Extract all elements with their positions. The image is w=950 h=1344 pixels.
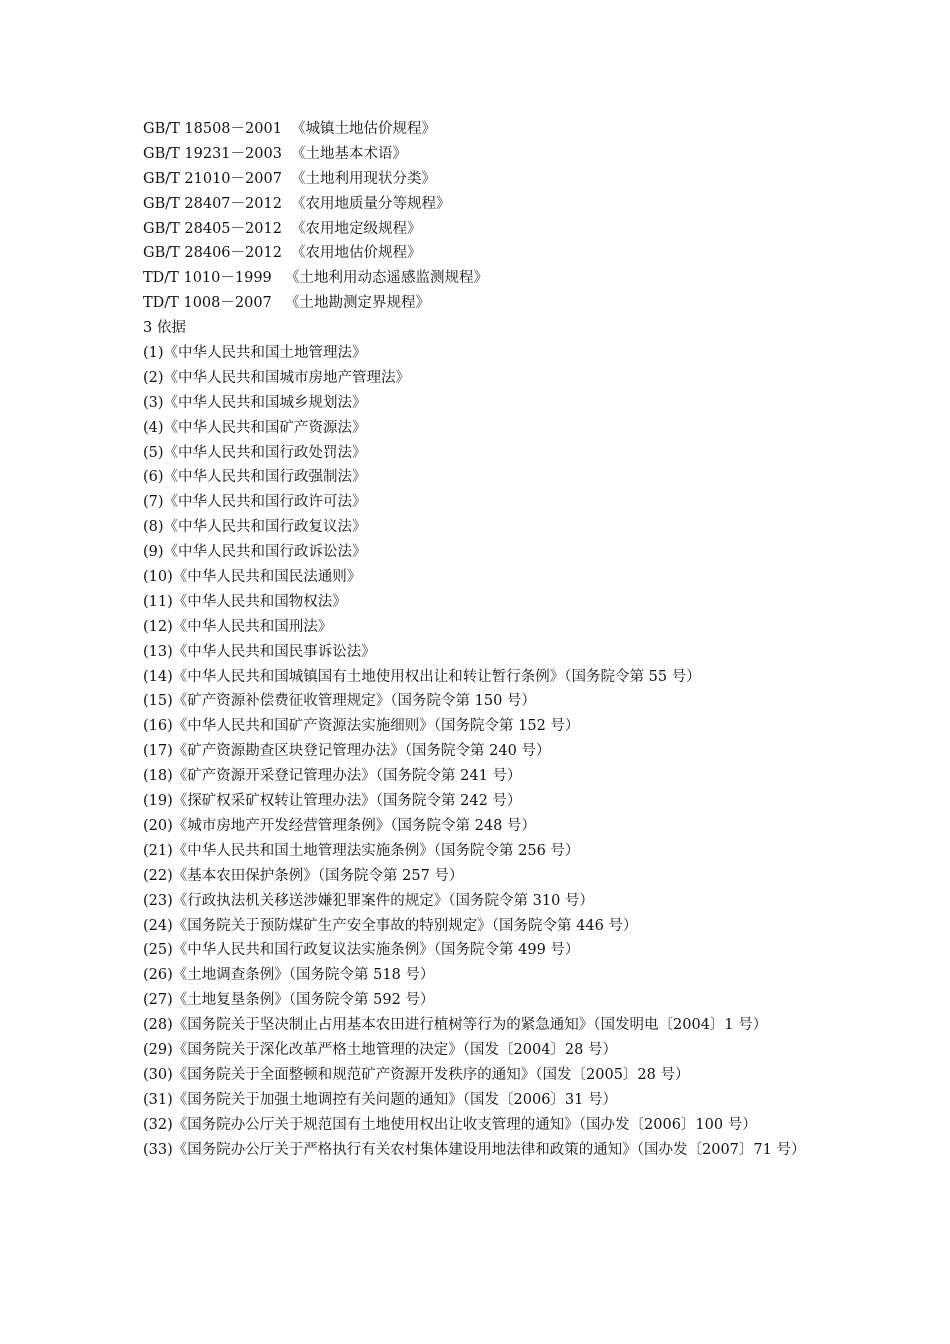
basis-item: (26)《土地调查条例》（国务院令第 518 号） xyxy=(143,967,435,984)
basis-item: (32)《国务院办公厅关于规范国有土地使用权出让收支管理的通知》（国办发〔2006〕100 号） xyxy=(143,1116,757,1133)
basis-item: (6)《中华人民共和国行政强制法》 xyxy=(143,469,367,486)
basis-item: (24)《国务院关于预防煤矿生产安全事故的特别规定》（国务院令第 446 号） xyxy=(143,917,638,934)
standard-title: 《土地基本术语》 xyxy=(291,145,407,162)
basis-item: (20)《城市房地产开发经营管理条例》（国务院令第 248 号） xyxy=(143,817,536,834)
standard-item xyxy=(143,217,813,242)
basis-item: (11)《中华人民共和国物权法》 xyxy=(143,593,347,610)
basis-item: (14)《中华人民共和国城镇国有土地使用权出让和转让暂行条例》（国务院令第 55 号） xyxy=(143,668,701,685)
basis-item: (27)《土地复垦条例》（国务院令第 592 号） xyxy=(143,992,435,1009)
standard-code: GB/T 28407－2012 xyxy=(143,195,282,212)
basis-item: (31)《国务院关于加强土地调控有关问题的通知》（国发〔2006〕31 号） xyxy=(143,1091,617,1108)
basis-item: (19)《探矿权采矿权转让管理办法》（国务院令第 242 号） xyxy=(143,793,522,810)
basis-item: (33)《国务院办公厅关于严格执行有关农村集体建设用地法律和政策的通知》（国办发〔2007〕71 号） xyxy=(143,1141,806,1158)
basis-item: (29)《国务院关于深化改革严格土地管理的决定》（国发〔2004〕28 号） xyxy=(143,1041,617,1058)
basis-item: (8)《中华人民共和国行政复议法》 xyxy=(143,519,367,536)
basis-item: (4)《中华人民共和国矿产资源法》 xyxy=(143,419,367,436)
basis-item: (15)《矿产资源补偿费征收管理规定》（国务院令第 150 号） xyxy=(143,693,536,710)
standard-title: 《农用地定级规程》 xyxy=(291,220,422,237)
basis-item: (5)《中华人民共和国行政处罚法》 xyxy=(143,444,367,461)
standard-item xyxy=(143,192,813,217)
basis-item: (9)《中华人民共和国行政诉讼法》 xyxy=(143,544,367,561)
basis-item: (10)《中华人民共和国民法通则》 xyxy=(143,569,362,586)
standard-code: GB/T 19231－2003 xyxy=(143,145,282,162)
standard-code: GB/T 28406－2012 xyxy=(143,245,282,262)
basis-item: (16)《中华人民共和国矿产资源法实施细则》（国务院令第 152 号） xyxy=(143,718,580,735)
basis-item: (2)《中华人民共和国城市房地产管理法》 xyxy=(143,369,411,386)
standard-item xyxy=(143,117,813,142)
standard-item xyxy=(143,266,813,291)
standard-code: TD/T 1008－2007 xyxy=(143,295,272,312)
standard-item xyxy=(143,241,813,266)
basis-item: (18)《矿产资源开采登记管理办法》（国务院令第 241 号） xyxy=(143,768,522,785)
standard-title: 《土地勘测定界规程》 xyxy=(285,295,430,312)
standard-title: 《农用地质量分等规程》 xyxy=(291,195,451,212)
standard-code: GB/T 18508－2001 xyxy=(143,121,282,137)
basis-item: (1)《中华人民共和国土地管理法》 xyxy=(143,345,367,362)
basis-item: (22)《基本农田保护条例》（国务院令第 257 号） xyxy=(143,867,464,884)
basis-item: (13)《中华人民共和国民事诉讼法》 xyxy=(143,643,376,660)
basis-item: (23)《行政执法机关移送涉嫌犯罪案件的规定》（国务院令第 310 号） xyxy=(143,892,594,909)
section-heading: 3 依据 xyxy=(143,320,186,337)
standard-title: 《农用地估价规程》 xyxy=(291,245,422,262)
standard-item xyxy=(143,291,813,316)
standard-code: GB/T 21010－2007 xyxy=(143,170,282,187)
standard-item xyxy=(143,142,813,167)
standard-title: 《土地利用动态遥感监测规程》 xyxy=(285,270,488,287)
basis-item: (28)《国务院关于坚决制止占用基本农田进行植树等行为的紧急通知》（国发明电〔2004〕1 号） xyxy=(143,1017,768,1034)
standard-item xyxy=(143,167,813,192)
basis-item: (30)《国务院关于全面整顿和规范矿产资源开发秩序的通知》（国发〔2005〕28 号） xyxy=(143,1066,690,1083)
basis-item: (7)《中华人民共和国行政许可法》 xyxy=(143,494,367,511)
basis-item: (3)《中华人民共和国城乡规划法》 xyxy=(143,394,367,411)
basis-item: (25)《中华人民共和国行政复议法实施条例》（国务院令第 499 号） xyxy=(143,942,580,959)
basis-item: (12)《中华人民共和国刑法》 xyxy=(143,618,333,635)
standard-code: TD/T 1010－1999 xyxy=(143,270,272,287)
standard-title: 《土地利用现状分类》 xyxy=(291,170,436,187)
standard-code: GB/T 28405－2012 xyxy=(143,220,282,237)
basis-item: (21)《中华人民共和国土地管理法实施条例》（国务院令第 256 号） xyxy=(143,842,580,859)
standard-title: 《城镇土地估价规程》 xyxy=(291,121,436,137)
basis-item: (17)《矿产资源勘查区块登记管理办法》（国务院令第 240 号） xyxy=(143,743,551,760)
document-body xyxy=(143,117,813,1162)
